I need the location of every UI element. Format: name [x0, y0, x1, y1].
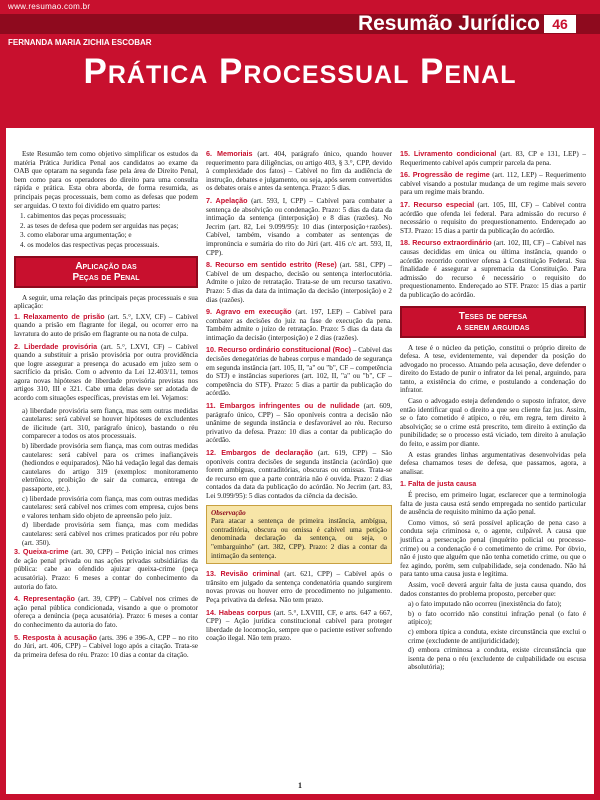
item-heading: 5. Resposta à acusação [14, 632, 97, 642]
intro-list-item: 1. cabimentos das peças processuais; [20, 212, 126, 221]
item-heading: 15. Livramento condicional [400, 149, 497, 158]
item-body: (art. 112, LEP) – Requerimento cabível visando a postular mudança de um regime mais severo para um regime mais brando. [400, 171, 586, 197]
sub-item: c) liberdade provisória com fiança, mas com outras medidas cautelares: será cabível nos crimes com empresa, cujos bens e valores tenham sido objeto de apreensão pelo juiz. [22, 494, 198, 520]
item-body: (art. 30, CPP) – Petição inicial nos crimes de ação penal privada ou nas ações privadas subsidiárias da pública: cabe ao ofendido ajuizar queixa-crime (peça acusatória). Prazo: 6 meses a contar do conhecimento da autoria do fato. [14, 548, 198, 591]
list-item [400, 171, 586, 197]
paragraph: A tese é o núcleo da petição, constitui o próprio direito de defesa. A tese, evidentemente, vai depender da posição do advogado no processo. Atuando pela acusação, deve defender o direito do Estado de punir o infrator da lei penal, arguindo, para tanto, a existência do crime, e postulando a condenação do infrator. [400, 343, 586, 395]
item-heading: 13. Revisão criminal [206, 569, 281, 579]
list-item [206, 402, 392, 445]
item-heading: 12. Embargos de declaração [206, 448, 313, 457]
section-heading-line: Teses de defesa [458, 310, 528, 322]
item-heading: 9. Agravo em execução [206, 307, 292, 317]
list-item [206, 609, 392, 643]
list-item [14, 343, 198, 403]
observation-body: Para atacar a sentença de primeira instância, ambígua, contraditória, obscura ou omissa é cabível uma petição denominada declaração da sentença, ou seja, o "embarguinho" (art. 382, CPP). Prazo: 2 dias a contar da intimação da sentença. [211, 517, 387, 560]
section-heading-line: a serem arguidas [456, 321, 530, 333]
item-heading: 14. Habeas corpus [206, 607, 272, 617]
item-heading: 18. Recurso extraordinário [400, 238, 492, 248]
item-heading: 11. Embargos infringentes ou de nulidade [206, 401, 360, 411]
page-number: 1 [298, 781, 302, 790]
list-item [206, 346, 392, 398]
list-item [14, 548, 198, 591]
intro-list-item: 3. como elaborar uma argumentação; e [20, 231, 132, 240]
observation-title: Observação [211, 508, 246, 517]
item-body: (art. 593, I, CPP) – Cabível para combater a sentença de absolvição ou condenação. Prazo: 5 dias da data da intimação da sentença (interposição) e 8 dias (razões). No Jecrim (art. 82, Lei 9.099/95): 10 dias (interposição+razões). Cabível, também, visando a combater as sentenças de impronúncia e sumária do rito do Júri (art. 416 c/c art. 593, II, CPP). [206, 196, 393, 257]
list-item [400, 150, 586, 167]
column-1 [14, 150, 198, 663]
sub-item: b) o fato ocorrido não constitui infração penal (o fato é atípico); [408, 609, 586, 627]
page-title: Prática Processual Penal [83, 52, 517, 91]
intro-paragraph: Este Resumão tem como objetivo simplificar os estudos da matéria Prática Jurídica Penal aos candidatos ao exame da OAB que optaram na segunda fase pela área de Direito Penal, bem como para os operadores do direito para uma consulta rápida e prática. Esta obra aborda, de forma resumida, as principais peças processuais, bem como as defesas que podem ser arguidas. O texto foi dividido em quatro partes: [14, 150, 198, 210]
item-body: (art. 5.°, LXVIII, CF, e arts. 647 a 667, CPP) – Ação jurídica constitucional cabível para proteger liberdade de locomoção, sempre que o paciente estiver sofrendo coação ilegal. Não tem prazo. [206, 608, 393, 643]
sub-item: a) o fato imputado não ocorreu (inexistência do fato); [408, 600, 562, 609]
paragraph: É preciso, em primeiro lugar, esclarecer que a terminologia falta de justa causa está sendo empregada no sentido particular de ausência de requisito mínimo da ação penal. [400, 491, 586, 517]
section-heading-aplicacao [14, 256, 198, 288]
item-body: (art. 102, III, CF) – Cabível nas causas decididas em única ou última instância, quando o acórdão recorrido contiver ofensa à Constituição Federal. Sua finalidade é assegurar a supremacia da Constituição. Para admissão do recurso é necessário o requisito do prequestionamento. Endereçado ao STF. Prazo: 15 dias a partir da publicação do acórdão. [400, 239, 587, 299]
item-heading: 8. Recurso em sentido estrito (Rese) [206, 260, 337, 270]
section-heading-teses [400, 306, 586, 338]
item-body: (art. 5.°, LXVI, CF) – Cabível quando a substituir a prisão provisória por outra providência que logre assegurar a presença do acusado em juízo sem o sacrifício da prisão. Com o advento da Lei 12.403/11, temos agora novas hipóteses de liberdade provisória previstas nos artigos 310, III e 321. Cabe uma delas deve ser adotada de acordo com situações específicas, previstas em lei. Vejamos: [14, 342, 198, 403]
item-heading: 3. Queixa-crime [14, 547, 69, 557]
observation-box [206, 505, 392, 565]
column-2 [206, 150, 392, 647]
item-heading: 4. Representação [14, 594, 75, 604]
section-heading-line: Aplicação das [75, 260, 137, 272]
item-heading: 1. Relaxamento de prisão [14, 311, 105, 321]
item-body: (art. 39, CPP) – Cabível nos crimes de ação penal pública condicionada, visando a que o promotor ofereça a denúncia (peça acusatória). Prazo: 6 meses a contar do conhecimento da autoria do fato. [14, 595, 198, 629]
item-body: (art. 619, CPP) – São oponíveis contra decisões de segunda instância (acórdão) que forem ambíguas, contraditórias, obscuras ou omissas. Trata-se de recurso em que a parte contrária não é ouvida. Prazo: 2 dias contados da data da publicação do acórdão. No Jecrim (art. 83, Lei 9.099/95): 5 dias contados da ciência da decisão. [206, 449, 393, 500]
item-body: (art. 404, parágrafo único, quando houver requerimento para diligências, ou artigo 403, § 3.°, CPP, devido à complexidade dos fatos) – Cabível no fim da audiência de instrução, debates e julgamento, ou seja, após serem convertidos os debates orais e antes da sentença. Prazo: 5 dias. [206, 150, 393, 193]
item-heading: 6. Memoriais [206, 149, 253, 158]
list-item [14, 634, 198, 660]
intro-list-item: 4. os modelos das respectivas peças processuais. [20, 240, 160, 249]
item-body: (art. 83, CP e 131, LEP) – Requerimento cabível após cumprir parcela da pena. [400, 150, 587, 167]
list-item [14, 595, 198, 629]
item-heading: 10. Recurso ordinário constitucional (Roc) [206, 345, 352, 355]
list-item [206, 449, 392, 501]
author-name: FERNANDA MARIA ZICHIA ESCOBAR [8, 38, 152, 47]
header-banner [0, 0, 600, 128]
item-body: – Cabível das decisões denegatórias de habeas corpus e mandado de segurança em segunda instância (art. 105, II, "a" ou "b", CF – competência do STJ) e instâncias superiores (art. 102, II, "a" ou "b", CF – competência do STF). Prazo: 5 dias a partir da publicação do acórdão. [206, 346, 392, 398]
column-3 [400, 150, 586, 673]
sub-item: d) embora criminosa a conduta, existe circunstância que isenta de pena o réu (excludente de culpabilidade ou escusa absolutória); [408, 646, 586, 672]
paragraph: Como vimos, só será possível aplicação de pena caso a conduta seja criminosa e, o agente, culpável. A causa que justifica a persecução penal (inquérito policial ou processo-crime) ou a condenação é o cometimento de crime. Por óbvio, não é justo que alguém que não tenha cometido crime, ou que o fez agindo, porém, sem culpabilidade, seja condenado. Não há para tanto uma causa justa e legítima. [400, 518, 586, 579]
sub-item: d) liberdade provisória sem fiança, mas com medidas cautelares: será cabível nos crimes praticados por réu pobre (art. 350). [22, 521, 198, 547]
subsection-heading: 1. Falta de justa causa [400, 479, 477, 489]
item-heading: 7. Apelação [206, 195, 248, 205]
intro-list-item: 2. as teses de defesa que podem ser arguidas nas peças; [20, 221, 179, 230]
list-item [206, 150, 392, 193]
list-item [206, 197, 392, 257]
list-item [400, 239, 586, 299]
section-heading-line: Peças de Penal [72, 271, 140, 283]
item-heading: 17. Recurso especial [400, 199, 475, 209]
list-item [206, 570, 392, 604]
paragraph: Assim, você deverá arguir falta de justa causa quando, dos dados constantes do problema proposto, perceber que: [400, 580, 586, 598]
section-lead: A seguir, uma relação das principais peças processuais e sua aplicação: [14, 293, 198, 311]
sub-item: b) liberdade provisória sem fiança, mas com outras medidas cautelares: será cabível para os crimes inafiançáveis (hediondos e equiparados). Não há vedação legal das demais cautelares do artigo 319 (exemplos: monitoramento eletrônico, proibição de sair da comarca, entrega de passaporte, etc.). [22, 442, 198, 493]
list-item [400, 201, 586, 235]
item-body: (art. 621, CPP) – Cabível após o trânsito em julgado da sentença condenatória quando surgirem novas provas ou houver erro de procedimento no julgamento. Peça privativa da defesa. Não tem prazo. [206, 570, 393, 604]
item-body: (arts. 396 e 396-A, CPP – no rito do Júri, art. 406, CPP) – Cabível logo após a citação. Trata-se da primeira defesa do réu. Prazo: 10 dias a contar da citação. [14, 633, 198, 659]
paragraph: A estas grandes linhas argumentativas desenvolvidas pela defesa chamamos teses de defesa, que passamos, agora, a analisar. [400, 450, 586, 476]
item-body: (art. 5.°, LXV, CF) – Cabível quando a prisão em flagrante for ilegal, ou ocorrer erro na lavratura do auto de prisão em flagrante ou na nota de culpa. [14, 312, 198, 338]
series-bar [0, 14, 600, 34]
series-title: Resumão Jurídico [357, 12, 540, 35]
sub-item: a) liberdade provisória sem fiança, mas sem outras medidas cautelares: será cabível se houver hipóteses de excludentes de ilicitude (art. 310, parágrafo único), bastando o réu comparecer a todos os atos processuais. [22, 406, 198, 441]
series-number: 46 [544, 15, 576, 33]
item-body: (art. 105, III, CF) – Cabível contra acórdão que ofenda lei federal. Para admissão do recurso é necessário o requisito do prequestionamento. Endereçado ao STJ. Prazo: 15 dias a partir da publicação do acórdão. [400, 200, 586, 235]
list-item [14, 313, 198, 339]
item-heading: 2. Liberdade provisória [14, 341, 98, 351]
site-url: www.resumao.com.br [8, 2, 91, 11]
paragraph: Caso o advogado esteja defendendo o suposto infrator, deve então identificar qual o direito a que seu cliente faz jus. Assim, se o fato cometido é atípico, o réu, em regra, tem direito à absolvição; se o crime está prescrito, tem direito à extinção da punibilidade; se o processo está viciado, tem direito à anulação do feito, e assim por diante. [400, 397, 586, 449]
list-item [206, 308, 392, 342]
item-body: (art. 197, LEP) – Cabível para combater as decisões do juiz na fase de execução da pena. Também admite o juízo de retratação. Prazo: 5 dias da data da intimação da decisão (interposição) e 2 dias (razões). [206, 308, 393, 342]
list-item [206, 261, 392, 304]
sub-item: c) embora típica a conduta, existe circunstância que exclui o crime (excludente de antijuridicidade); [408, 627, 586, 645]
item-body: (art. 581, CPP) – Cabível de um despacho, decisão ou sentença interlocutória. Admite o juízo de retratação. Trata-se de um recurso taxativo. Prazo: 5 dias da data da intimação da decisão (interposição) e 2 dias (razões). [206, 261, 393, 304]
item-body: (art. 609, parágrafo único, CPP) – São oponíveis contra a decisão não unânime de segunda instância e desfavorável ao réu. Recurso privativo da defesa. Prazo: 10 dias a contar da publicação do acórdão. [206, 402, 393, 445]
item-heading: 16. Progressão de regime [400, 170, 490, 180]
